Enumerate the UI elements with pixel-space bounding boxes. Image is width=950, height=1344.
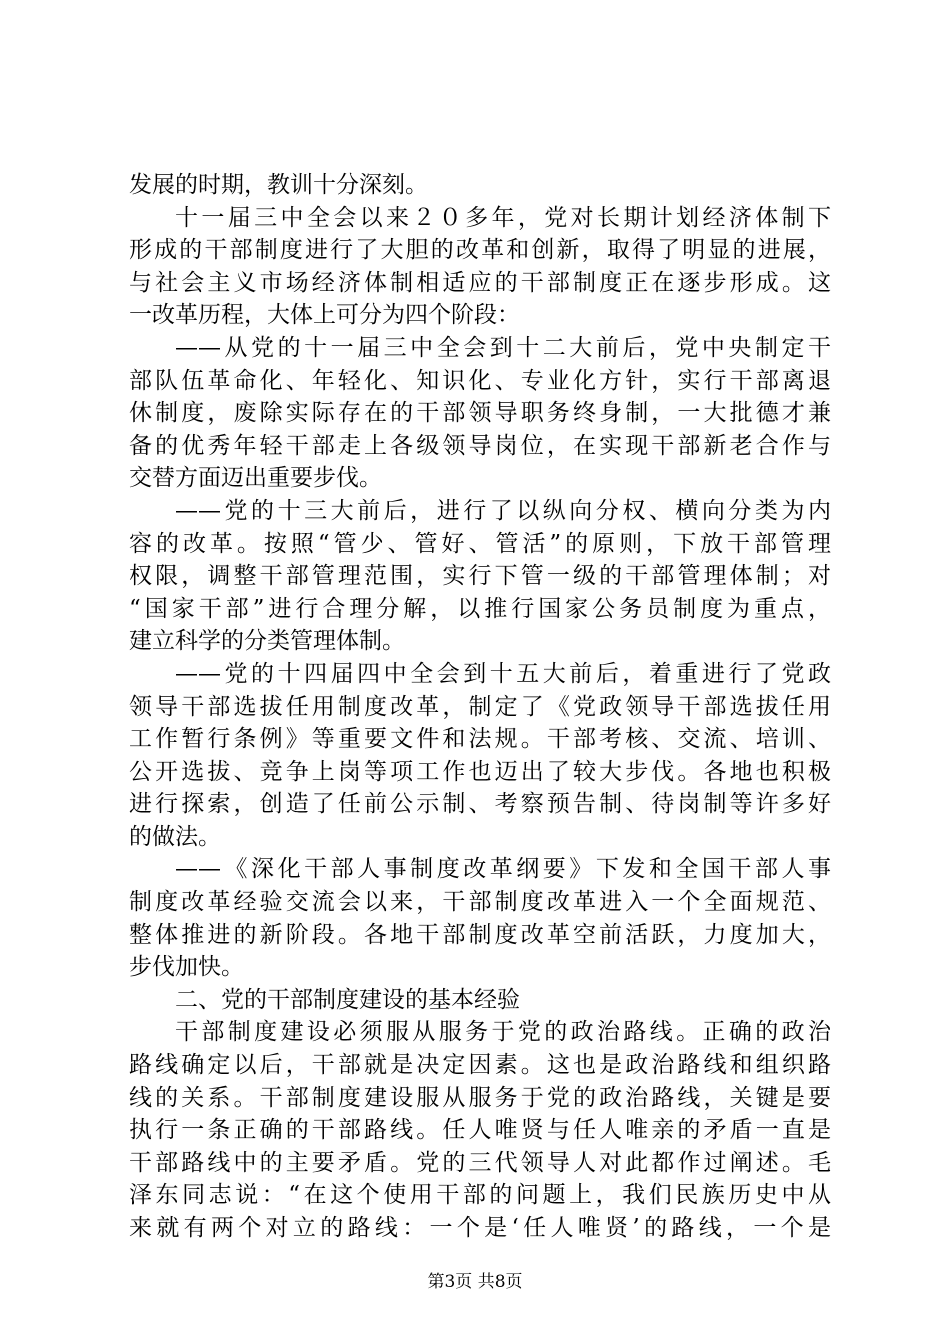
text-line: ——党的十四届四中全会到十五大前后，着重进行了党政 bbox=[175, 660, 831, 687]
document-body bbox=[129, 169, 831, 1245]
text-line: 建立科学的分类管理体制。 bbox=[129, 628, 405, 655]
text-line: 十一届三中全会以来２０多年，党对长期计划经济体制下 bbox=[175, 204, 831, 231]
text-line: 步伐加快。 bbox=[129, 954, 244, 981]
text-line: 工作暂行条例》等重要文件和法规。干部考核、交流、培训、 bbox=[129, 726, 831, 753]
text-line: 制度改革经验交流会以来，干部制度改革进入一个全面规范、 bbox=[129, 889, 831, 916]
text-line: 来就有两个对立的路线：一个是‘任人唯贤’的路线，一个是 bbox=[129, 1215, 831, 1241]
text-line: 部队伍革命化、年轻化、知识化、专业化方针，实行干部离退 bbox=[129, 367, 831, 394]
text-line: 发展的时期，教训十分深刻。 bbox=[129, 172, 428, 198]
text-line: 二、党的干部制度建设的基本经验 bbox=[175, 986, 520, 1013]
text-line: 一改革历程，大体上可分为四个阶段： bbox=[129, 302, 520, 329]
text-line: ——党的十三大前后，进行了以纵向分权、横向分类为内 bbox=[175, 497, 831, 524]
text-line: ——从党的十一届三中全会到十二大前后，党中央制定干 bbox=[175, 334, 831, 361]
text-line: 公开选拔、竞争上岗等项工作也迈出了较大步伐。各地也积极 bbox=[129, 758, 831, 785]
text-line: 线的关系。干部制度建设服从服务于党的政治路线，关键是要 bbox=[129, 1084, 831, 1111]
text-line: 权限，调整干部管理范围，实行下管一级的干部管理体制；对 bbox=[129, 563, 831, 590]
text-line: 执行一条正确的干部路线。任人唯贤与任人唯亲的矛盾一直是 bbox=[129, 1117, 831, 1144]
text-line: 与社会主义市场经济体制相适应的干部制度正在逐步形成。这 bbox=[129, 269, 831, 296]
text-line: 的做法。 bbox=[129, 823, 221, 850]
text-line: 交替方面迈出重要步伐。 bbox=[129, 465, 382, 492]
text-line: 干部制度建设必须服从服务于党的政治路线。正确的政治 bbox=[175, 1019, 831, 1046]
text-line: “国家干部”进行合理分解，以推行国家公务员制度为重点， bbox=[129, 595, 831, 622]
text-line: 路线确定以后，干部就是决定因素。这也是政治路线和组织路 bbox=[129, 1052, 831, 1079]
text-line: 休制度，废除实际存在的干部领导职务终身制，一大批德才兼 bbox=[129, 400, 831, 427]
text-line: 备的优秀年轻干部走上各级领导岗位，在实现干部新老合作与 bbox=[129, 432, 831, 459]
text-line: 形成的干部制度进行了大胆的改革和创新，取得了明显的进展， bbox=[129, 237, 831, 264]
text-line: 干部路线中的主要矛盾。党的三代领导人对此都作过阐述。毛 bbox=[129, 1149, 831, 1176]
page-footer: 第3页 共8页 bbox=[427, 1272, 523, 1292]
text-line: 容的改革。按照“管少、管好、管活”的原则，下放干部管理 bbox=[129, 530, 831, 557]
text-line: ——《深化干部人事制度改革纲要》下发和全国干部人事 bbox=[175, 856, 831, 883]
text-line: 领导干部选拔任用制度改革，制定了《党政领导干部选拔任用 bbox=[129, 693, 831, 720]
text-line: 整体推进的新阶段。各地干部制度改革空前活跃，力度加大， bbox=[129, 921, 831, 948]
text-line: 泽东同志说：“在这个使用干部的问题上，我们民族历史中从 bbox=[129, 1182, 831, 1209]
text-line: 进行探索，创造了任前公示制、考察预告制、待岗制等许多好 bbox=[129, 791, 831, 818]
